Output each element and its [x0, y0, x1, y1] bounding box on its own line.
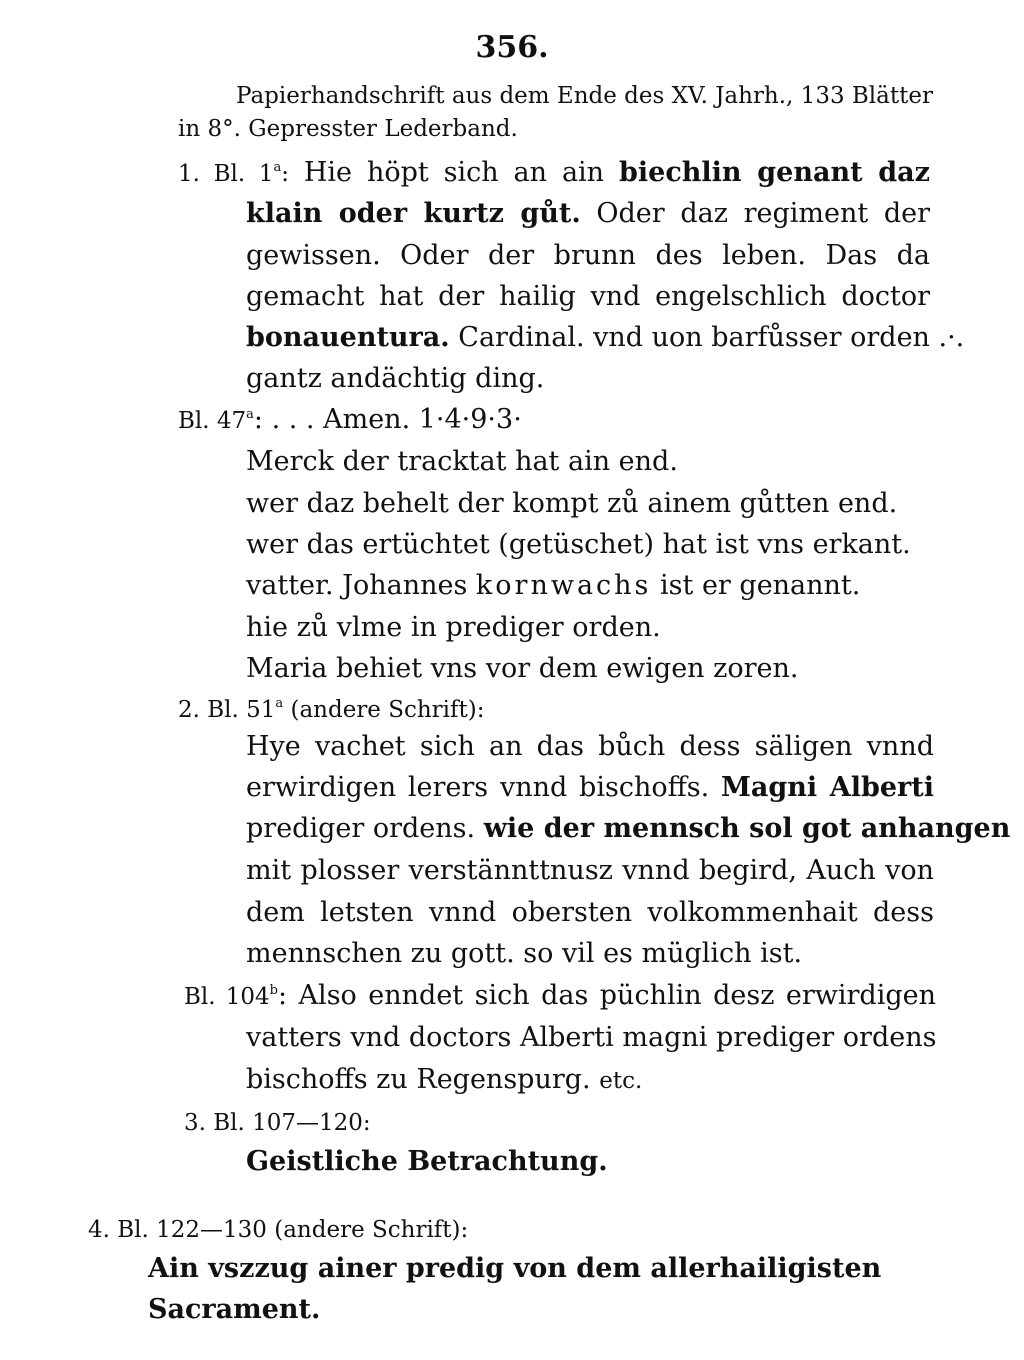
page-number: 356. — [475, 30, 549, 65]
item-1-end-text: : . . . Amen. 1·4·9·3· — [253, 404, 522, 435]
item-1-intro: Hie höpt sich an ain — [303, 157, 605, 188]
item-2-line-2 — [246, 772, 934, 804]
item-1-verse-2: wer daz behelt der kompt zů ainem gůtten end. — [246, 488, 898, 519]
item-2-end-line-3 — [246, 1064, 642, 1097]
item-1-line-4: gemacht hat der hailig vnd engelschlich doctor — [246, 281, 930, 312]
item-1-author: bonauentura. — [246, 322, 450, 353]
item-2-label: 2. Bl. 51$^a$ — [178, 696, 284, 723]
item-1-verse-3: wer das ertüchtet (getüschet) hat ist vns erkant. — [246, 529, 911, 560]
item-2-line-4: mit plosser verstännttnusz vnnd begird, Auch von — [246, 855, 934, 886]
header-line-2: in 8°. Gepresster Lederband. — [178, 116, 518, 142]
item-1-end-line — [178, 404, 522, 437]
item-1-label: 1. Bl. 1$^a$: — [178, 160, 289, 187]
item-1-line-5-rest: Cardinal. vnd uon barfůsser orden .·. — [458, 322, 965, 353]
item-1-verse-5: hie zů vlme in prediger orden. — [246, 612, 661, 643]
item-2-line-3 — [246, 813, 1011, 845]
item-2-line-2-pre: erwirdigen lerers vnnd bischoffs. — [246, 772, 710, 803]
item-2-line-6: mennschen zu gott. so vil es müglich ist. — [246, 938, 803, 969]
item-4-title-line-1: Ain vszzug ainer predig von dem allerhailigisten — [148, 1253, 882, 1284]
item-1-scribe-name: kornwachs — [475, 570, 652, 601]
item-2-author: Magni Alberti — [721, 772, 934, 803]
item-1-verse-6: Maria behiet vns vor dem ewigen zoren. — [246, 653, 799, 684]
item-1-line-2 — [246, 198, 930, 230]
item-1-end-label: Bl. 47$^a$ — [178, 407, 254, 434]
item-4-label: 4. Bl. 122—130 (andere Schrift): — [88, 1217, 469, 1243]
item-2-end-label: Bl. 104$^b$ — [184, 983, 278, 1010]
item-2-etc: etc. — [599, 1068, 643, 1094]
item-1-line-1 — [178, 157, 930, 190]
item-3-title: Geistliche Betrachtung. — [246, 1146, 608, 1177]
item-2-line-5: dem letsten vnnd obersten volkommenhait dess — [246, 897, 934, 928]
item-1-line-5 — [246, 322, 964, 354]
item-1-title-part2: klain oder kurtz gůt. — [246, 198, 581, 229]
item-2-label-line — [178, 694, 485, 726]
item-1-verse-4 — [246, 570, 860, 602]
item-2-end-line-3-pre: bischoffs zu Regenspurg. — [246, 1064, 591, 1095]
item-1-verse-1: Merck der tracktat hat ain end. — [246, 446, 678, 477]
item-2-line-3-pre: prediger ordens. — [246, 813, 476, 844]
item-2-end-line — [184, 980, 936, 1013]
header-line-1: Papierhandschrift aus dem Ende des XV. Jahrh., 133 Blätter — [236, 83, 933, 109]
item-3-label: 3. Bl. 107—120: — [184, 1110, 371, 1136]
item-2-note: (andere Schrift): — [290, 697, 485, 723]
item-1-title-part1: biechlin genant daz — [619, 157, 930, 188]
item-1-line-6: gantz andächtig ding. — [246, 363, 545, 394]
item-1-verse-4-pre: vatter. Johannes — [246, 570, 468, 601]
item-1-verse-4-post: ist er genannt. — [660, 570, 861, 601]
item-2-title: wie der mennsch sol got anhangen — [483, 813, 1011, 844]
item-2-end-line-2: vatters vnd doctors Alberti magni prediger ordens — [246, 1022, 937, 1053]
item-4-title-line-2: Sacrament. — [148, 1294, 321, 1325]
item-2-end-text: : Also enndet sich das püchlin desz erwirdigen — [278, 980, 937, 1011]
item-1-line-3: gewissen. Oder der brunn des leben. Das da — [246, 240, 930, 271]
item-1-line-2-rest: Oder daz regiment der — [596, 198, 930, 229]
item-2-line-1: Hye vachet sich an das bůch dess säligen vnnd — [246, 731, 934, 762]
